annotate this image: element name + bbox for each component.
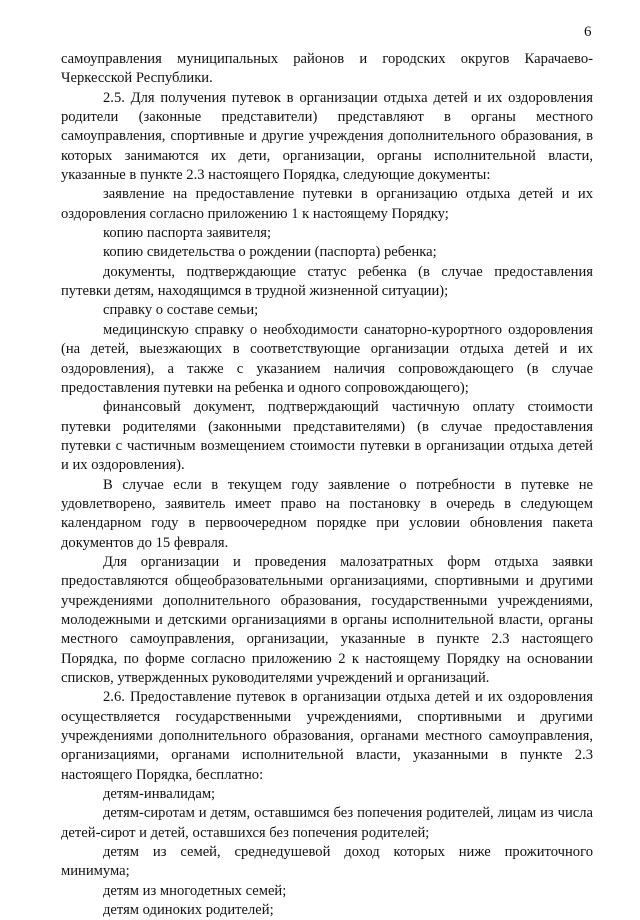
list-item-large-families: детям из многодетных семей; [103, 882, 287, 899]
list-item-disabled-children: детям-инвалидам; [103, 786, 216, 803]
list-item-family-certificate: справку о составе семьи; [103, 302, 259, 319]
list-item-application: заявление на предоставление путевки в организацию отдыха детей и их оздоровления согласно приложению 1 к настоящему Порядку; [61, 186, 593, 222]
paragraph-queue: В случае если в текущем году заявление о потребности в путевке не удовлетворено, заявитель имеет право на постановку в очередь в следующем календарном году в первоочередном порядке при условии обновления пакета документов до 15 февраля. [61, 476, 593, 551]
list-item-medical-certificate: медицинскую справку о необходимости санаторно-курортного оздоровления (на детей, выезжающих в соответствующие организации отдыха детей и их оздоровления), а также с указанием наличия сопровождающего (в случае предоставления путевки на ребенка и одного сопровождающего); [61, 321, 593, 396]
section-2-6: 2.6. Предоставление путевок в организации отдыха детей и их оздоровления осуществляется государственными учреждениями, спортивными и другими учреждениями дополнительного образования, органами местного самоуправления, организациями, органами исполнительной власти, указанными в пункте 2.3 настоящего Порядка, бесплатно: [61, 689, 593, 783]
paragraph-low-cost-forms: Для организации и проведения малозатратных форм отдыха заявки предоставляются общеобразовательными организациями, спортивными и другими учреждениями дополнительного образования, государственными учреждениями, молодежными и детскими организациями в органы исполнительной власти, органы местного самоуправления, организации, указанные в пункте 2.3 настоящего Порядка, по форме согласно приложению 2 к настоящему Порядку на основании списков, утвержденных руководителями учреждений и организаций. [61, 553, 593, 686]
list-item-passport: копию паспорта заявителя; [103, 225, 272, 242]
list-item-financial-document: финансовый документ, подтверждающий частичную оплату стоимости путевки родителями (законными представителями) (в случае предоставления путевки с частичным возмещением стоимости путевки в организации отдыха детей и их оздоровления). [61, 399, 593, 474]
list-item-status-documents: документы, подтверждающие статус ребенка (в случае предоставления путевки детям, находящимся в трудной жизненной ситуации); [61, 263, 593, 300]
list-item-low-income: детям из семей, среднедушевой доход которых ниже прожиточного минимума; [61, 844, 593, 880]
page-number: 6 [584, 24, 592, 40]
document-body [61, 50, 593, 920]
section-2-5: 2.5. Для получения путевок в организации отдыха детей и их оздоровления родители (законные представители) представляют в органы местного самоуправления, спортивные и другие учреждения дополнительного образования, в которых занимаются их дети, организации, органы исполнительной власти, указанные в пункте 2.3 настоящего Порядка, следующие документы: [61, 89, 593, 184]
list-item-single-parents: детям одиноких родителей; [103, 902, 274, 919]
list-item-birth-certificate: копию свидетельства о рождении (паспорта) ребенка; [103, 244, 437, 261]
list-item-orphans: детям-сиротам и детям, оставшимся без попечения родителей, лицам из числа детей-сирот и детей, оставшихся без попечения родителей; [61, 805, 593, 841]
paragraph: самоуправления муниципальных районов и городских округов Карачаево-Черкесской Республики. [61, 51, 593, 87]
